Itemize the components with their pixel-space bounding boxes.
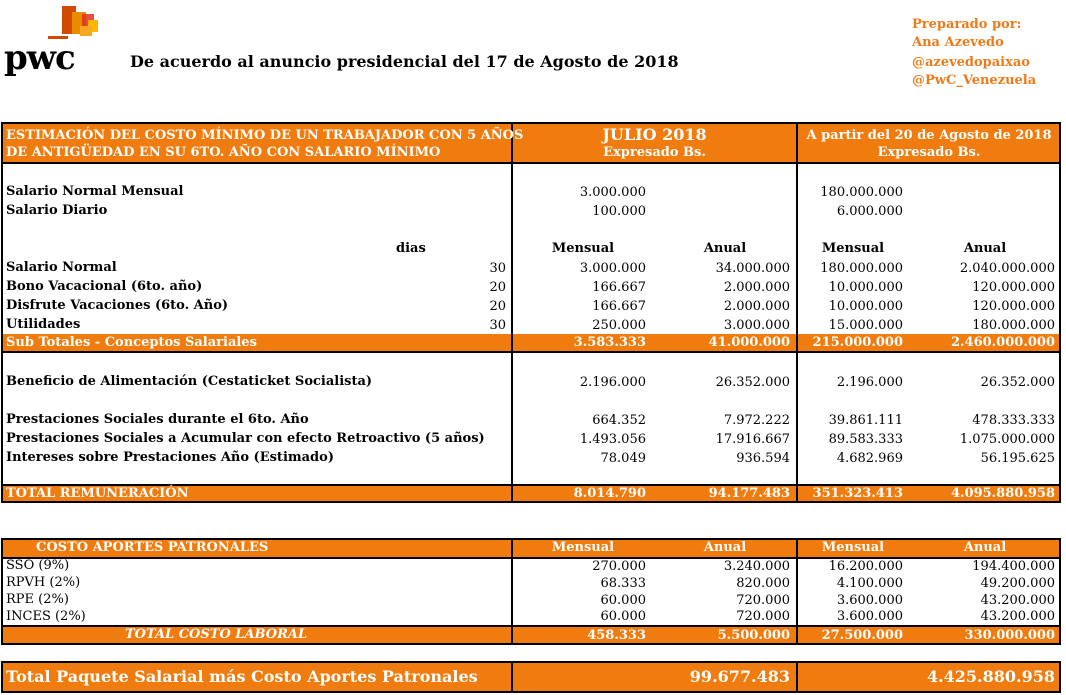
julio-mensual-header: Mensual bbox=[551, 241, 615, 256]
row-agosto-mensual: 10.000.000 bbox=[828, 280, 903, 295]
row-julio-anual: 34.000.000 bbox=[715, 261, 790, 276]
row-julio-anual: 7.972.222 bbox=[723, 413, 790, 428]
row-julio-mensual: 166.667 bbox=[592, 280, 646, 295]
row-label: Bono Vacacional (6to. año) bbox=[6, 279, 203, 294]
salario-mensual-agosto: 180.000.000 bbox=[820, 185, 903, 200]
row-julio-mensual: 166.667 bbox=[592, 299, 646, 314]
table1-title-line2: DE ANTIGÜEDAD EN SU 6TO. AÑO CON SALARIO MÍNIMO bbox=[6, 145, 441, 160]
row-julio-anual: 2.000.000 bbox=[723, 280, 790, 295]
row-agosto-anual: 1.075.000.000 bbox=[959, 432, 1055, 447]
row-julio-anual: 720.000 bbox=[736, 593, 790, 608]
total-agosto-anual: 330.000.000 bbox=[964, 628, 1055, 643]
total-julio-mensual: 458.333 bbox=[587, 628, 646, 643]
total-julio-anual: 94.177.483 bbox=[708, 486, 790, 501]
row-julio-anual: 3.000.000 bbox=[723, 318, 790, 333]
row-agosto-anual: 43.200.000 bbox=[980, 593, 1055, 608]
row-label: Utilidades bbox=[6, 317, 81, 332]
t2-julio-anual-header: Anual bbox=[703, 540, 747, 555]
row-julio-mensual: 250.000 bbox=[592, 318, 646, 333]
total-agosto-anual: 4.095.880.958 bbox=[950, 486, 1055, 501]
salario-diario-julio: 100.000 bbox=[592, 204, 646, 219]
row-agosto-anual: 49.200.000 bbox=[980, 576, 1055, 591]
row-label: RPE (2%) bbox=[6, 592, 69, 607]
prepared-name: Ana Azevedo bbox=[912, 35, 1004, 50]
row-julio-mensual: 3.000.000 bbox=[579, 261, 646, 276]
total-costo-label: TOTAL COSTO LABORAL bbox=[125, 627, 308, 642]
row-dias: 20 bbox=[489, 280, 506, 295]
col-agosto-title: A partir del 20 de Agosto de 2018 bbox=[806, 128, 1052, 143]
t2-julio-mensual-header: Mensual bbox=[551, 540, 615, 555]
salario-mensual-julio: 3.000.000 bbox=[579, 185, 646, 200]
logo-text: pwc bbox=[4, 38, 75, 78]
row-agosto-anual: 43.200.000 bbox=[980, 609, 1055, 624]
prepared-label: Preparado por: bbox=[912, 17, 1022, 32]
row-agosto-anual: 26.352.000 bbox=[980, 375, 1055, 390]
logo-square-light bbox=[80, 26, 92, 36]
total-julio-anual: 5.500.000 bbox=[717, 628, 790, 643]
row-agosto-mensual: 89.583.333 bbox=[828, 432, 903, 447]
salario-mensual-label: Salario Normal Mensual bbox=[6, 184, 184, 199]
grand-total-agosto: 4.425.880.958 bbox=[926, 667, 1055, 686]
julio-anual-header: Anual bbox=[703, 241, 747, 256]
row-agosto-mensual: 4.682.969 bbox=[836, 451, 903, 466]
subtotal-julio-mensual: 3.583.333 bbox=[573, 335, 646, 350]
total-agosto-mensual: 351.323.413 bbox=[812, 486, 903, 501]
col-julio-title: JULIO 2018 bbox=[602, 125, 707, 144]
row-label: Intereses sobre Prestaciones Año (Estimado) bbox=[6, 450, 334, 465]
row-agosto-anual: 120.000.000 bbox=[972, 299, 1055, 314]
row-julio-mensual: 664.352 bbox=[592, 413, 646, 428]
row-julio-anual: 2.000.000 bbox=[723, 299, 790, 314]
salario-diario-agosto: 6.000.000 bbox=[836, 204, 903, 219]
row-dias: 30 bbox=[489, 318, 506, 333]
col-julio-subtitle: Expresado Bs. bbox=[603, 145, 706, 160]
row-agosto-anual: 2.040.000.000 bbox=[959, 261, 1055, 276]
row-agosto-mensual: 16.200.000 bbox=[828, 559, 903, 574]
col-agosto-subtitle: Expresado Bs. bbox=[877, 145, 981, 160]
subtotal-agosto-anual: 2.460.000.000 bbox=[950, 335, 1055, 350]
agosto-mensual-header: Mensual bbox=[821, 241, 885, 256]
subtotal-agosto-mensual: 215.000.000 bbox=[812, 335, 903, 350]
row-agosto-mensual: 2.196.000 bbox=[836, 375, 903, 390]
row-julio-anual: 26.352.000 bbox=[715, 375, 790, 390]
agosto-anual-header: Anual bbox=[963, 241, 1007, 256]
table2-title: COSTO APORTES PATRONALES bbox=[36, 540, 269, 555]
row-agosto-anual: 478.333.333 bbox=[972, 413, 1055, 428]
row-agosto-mensual: 180.000.000 bbox=[820, 261, 903, 276]
handle-twitter-2[interactable]: @PwC_Venezuela bbox=[912, 73, 1037, 88]
table1-title-line1: ESTIMACIÓN DEL COSTO MÍNIMO DE UN TRABAJADOR CON 5 AÑOS bbox=[6, 128, 524, 143]
row-julio-mensual: 60.000 bbox=[600, 593, 646, 608]
total-julio-mensual: 8.014.790 bbox=[573, 486, 646, 501]
row-label: Disfrute Vacaciones (6to. Año) bbox=[6, 298, 229, 313]
row-agosto-anual: 56.195.625 bbox=[980, 451, 1055, 466]
row-label: RPVH (2%) bbox=[6, 575, 81, 590]
row-dias: 20 bbox=[489, 299, 506, 314]
row-julio-anual: 3.240.000 bbox=[723, 559, 790, 574]
row-label: Prestaciones Sociales durante el 6to. Año bbox=[6, 412, 309, 427]
row-label: INCES (2%) bbox=[6, 609, 86, 624]
row-julio-mensual: 1.493.056 bbox=[579, 432, 646, 447]
dias-header: dias bbox=[396, 241, 426, 256]
row-julio-anual: 936.594 bbox=[736, 451, 790, 466]
row-label: Beneficio de Alimentación (Cestaticket Socialista) bbox=[6, 374, 373, 389]
subtotal-julio-anual: 41.000.000 bbox=[708, 335, 790, 350]
total-label: TOTAL REMUNERACIÓN bbox=[6, 486, 189, 501]
row-agosto-mensual: 15.000.000 bbox=[828, 318, 903, 333]
page-title: De acuerdo al anuncio presidencial del 17 de Agosto de 2018 bbox=[130, 52, 679, 71]
salario-diario-label: Salario Diario bbox=[6, 203, 108, 218]
subtotal-label: Sub Totales - Conceptos Salariales bbox=[6, 335, 257, 350]
row-agosto-anual: 194.400.000 bbox=[972, 559, 1055, 574]
row-julio-mensual: 68.333 bbox=[600, 576, 646, 591]
row-agosto-mensual: 3.600.000 bbox=[836, 593, 903, 608]
row-agosto-mensual: 39.861.111 bbox=[828, 413, 903, 428]
row-dias: 30 bbox=[489, 261, 506, 276]
row-julio-anual: 720.000 bbox=[736, 609, 790, 624]
row-julio-mensual: 2.196.000 bbox=[579, 375, 646, 390]
row-julio-mensual: 78.049 bbox=[600, 451, 646, 466]
t2-agosto-anual-header: Anual bbox=[963, 540, 1007, 555]
row-julio-anual: 17.916.667 bbox=[715, 432, 790, 447]
grand-total-label: Total Paquete Salarial más Costo Aportes Patronales bbox=[6, 667, 478, 686]
row-agosto-anual: 180.000.000 bbox=[972, 318, 1055, 333]
row-label: Salario Normal bbox=[6, 260, 117, 275]
row-julio-mensual: 270.000 bbox=[592, 559, 646, 574]
total-agosto-mensual: 27.500.000 bbox=[821, 628, 903, 643]
row-label: Prestaciones Sociales a Acumular con efecto Retroactivo (5 años) bbox=[6, 431, 485, 446]
row-agosto-mensual: 4.100.000 bbox=[836, 576, 903, 591]
handle-twitter-1[interactable]: @azevedopaixao bbox=[912, 55, 1030, 70]
t2-agosto-mensual-header: Mensual bbox=[821, 540, 885, 555]
row-label: SSO (9%) bbox=[6, 558, 70, 573]
row-agosto-anual: 120.000.000 bbox=[972, 280, 1055, 295]
row-agosto-mensual: 10.000.000 bbox=[828, 299, 903, 314]
row-agosto-mensual: 3.600.000 bbox=[836, 609, 903, 624]
row-julio-mensual: 60.000 bbox=[600, 609, 646, 624]
row-julio-anual: 820.000 bbox=[736, 576, 790, 591]
grand-total-julio: 99.677.483 bbox=[689, 667, 790, 686]
